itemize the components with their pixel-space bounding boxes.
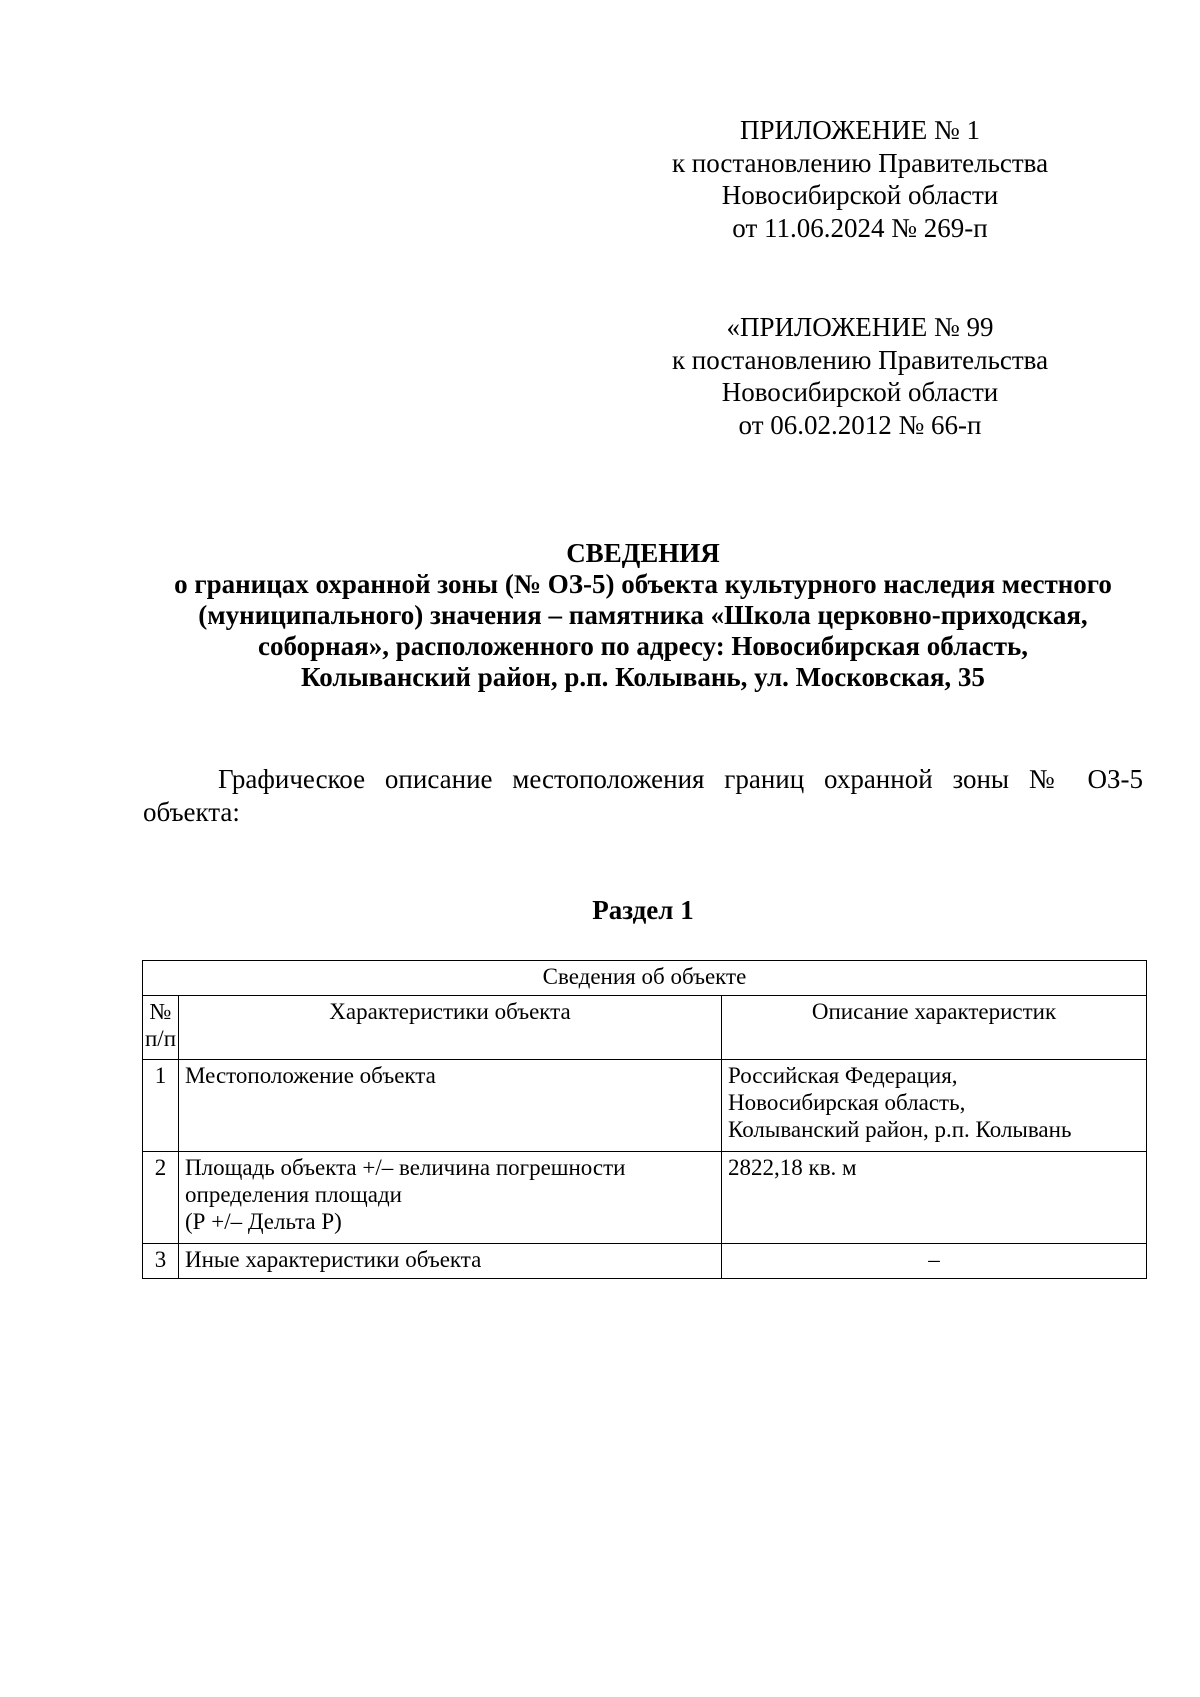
section-title: Раздел 1 [592,895,694,925]
intro-line: объекта: [143,797,240,827]
table-row [143,1152,1147,1244]
table-row [143,1060,1147,1152]
row-num: 1 [143,1060,179,1152]
appendix-header-current [650,114,1070,244]
cell-line: Колыванский район, р.п. Колывань [728,1117,1072,1142]
intro-paragraph [143,763,1143,829]
table-caption: Сведения об объекте [143,961,1147,996]
header-characteristic: Характеристики объекта [179,996,722,1060]
row-characteristic [179,1152,722,1244]
title-line: о границах охранной зоны (№ ОЗ-5) объекта культурного наследия местного [174,569,1112,599]
header-num [143,996,179,1060]
cell-line: Иные характеристики объекта [185,1247,482,1272]
cell-line: Местоположение объекта [185,1063,436,1088]
header-num-line: п/п [145,1026,177,1051]
appendix-line: ПРИЛОЖЕНИЕ № 1 [739,115,981,145]
appendix-line: к постановлению Правительства [671,344,1049,375]
row-description [722,1152,1147,1244]
table-header-row [143,996,1147,1060]
appendix-line: от 06.02.2012 № 66-п [738,409,982,440]
row-characteristic [179,1244,722,1279]
appendix-line: от 11.06.2024 № 269-п [732,212,988,243]
row-description [722,1060,1147,1152]
appendix-header-original [650,311,1070,441]
title-line: (муниципального) значения – памятника «Школа церковно-приходская, [198,600,1088,630]
row-num: 3 [143,1244,179,1279]
cell-line: Новосибирская область, [728,1090,966,1115]
row-description [722,1244,1147,1279]
title-line: соборная», расположенного по адресу: Новосибирская область, [257,631,1029,661]
cell-line: определения площади [185,1182,402,1207]
title-line: Колыванский район, р.п. Колывань, ул. Московская, 35 [301,662,985,692]
document-title [143,538,1143,693]
row-num: 2 [143,1152,179,1244]
object-info-table [142,960,1147,1279]
cell-line: – [928,1247,940,1272]
cell-line: Российская Федерация, [728,1063,958,1088]
header-num-line: № [149,999,172,1024]
intro-line: Графическое описание местоположения границ охранной зоны № ОЗ-5 [218,764,1143,794]
appendix-line: «ПРИЛОЖЕНИЕ № 99 [726,312,994,342]
appendix-line: к постановлению Правительства [671,147,1049,178]
table-row [143,1244,1147,1279]
table-caption-row [143,961,1147,996]
row-characteristic [179,1060,722,1152]
header-description: Описание характеристик [722,996,1147,1060]
cell-line: Площадь объекта +/– величина погрешности [185,1155,626,1180]
appendix-line: Новосибирской области [721,377,999,407]
appendix-line: Новосибирской области [721,180,999,210]
cell-line: (Р +/– Дельта Р) [185,1209,342,1234]
cell-line: 2822,18 кв. м [728,1155,857,1180]
title-heading: СВЕДЕНИЯ [566,538,720,568]
